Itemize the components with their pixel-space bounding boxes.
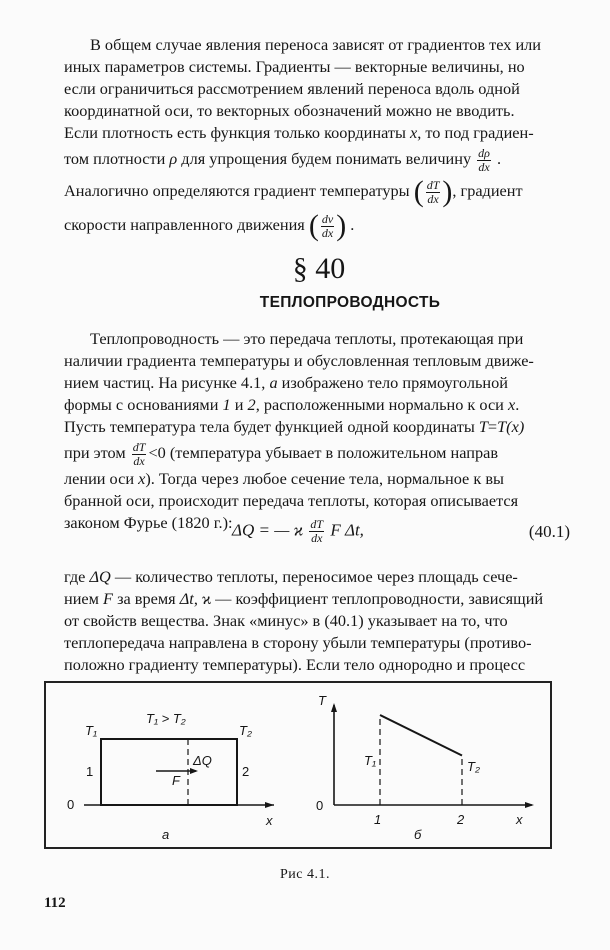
paragraph-definitions	[64, 566, 570, 676]
text-line: формы с основаниями 1 и 2, расположенными нормально к оси x.	[64, 395, 520, 414]
figure-caption: Рис 4.1.	[280, 867, 330, 882]
text-line: В общем случае явления переноса зависят от градиентов тех или	[90, 35, 542, 54]
text-line: иных параметров системы. Градиенты — векторные величины, но	[64, 57, 525, 76]
label-base-2: 2	[242, 764, 250, 779]
text-line: Теплопроводность — это передача теплоты, протекающая при	[90, 329, 524, 348]
fraction-drho-dx: $\frac{d\rho}{dx}$	[478, 145, 490, 174]
text-line: нием частиц. На рисунке 4.1, а изображено тело прямоугольной	[64, 373, 508, 392]
label-axis-x: x	[516, 812, 523, 827]
text-line: положно градиенту температуры). Если тело однородно и процесс	[64, 655, 526, 674]
heat-flow-arrowhead	[190, 768, 198, 774]
fraction-dv-dx: $\frac{dv}{dx}$	[321, 211, 334, 240]
text-line: Аналогично определяются градиент температуры ( $\frac{dT}{dx}$ ), градиент	[64, 175, 523, 209]
temperature-line	[380, 715, 462, 756]
text-line: Если плотность есть функция только координаты x, то под градиен-	[64, 123, 534, 142]
text-line: том плотности ρ для упрощения будем понимать величину $\frac{d\rho}{dx}$ .	[64, 145, 502, 174]
label-origin: 0	[316, 798, 324, 813]
label-T1: T₁	[85, 723, 98, 738]
section-number: § 40	[292, 252, 346, 285]
section-title: ТЕПЛОПРОВОДНОСТЬ	[259, 294, 441, 311]
text-line: от свойств вещества. Знак «минус» в (40.1) указывает на то, что	[64, 611, 508, 630]
page-number: 112	[44, 895, 66, 911]
paragraph-transport	[64, 34, 570, 242]
x-axis-arrow	[265, 802, 274, 808]
fourier-law-formula: ΔQ = — ϰ $\frac{dT}{dx}$ F Δt, (40.1)	[232, 517, 570, 545]
label-axis-T: T	[318, 693, 326, 708]
label-T2: T₂	[239, 723, 252, 738]
text-line: нием F за время Δt, ϰ — коэффициент теплопроводности, зависящий	[64, 589, 544, 608]
label-axis-x: x	[266, 813, 273, 828]
equation-number: (40.1)	[528, 522, 570, 541]
text-line: если ограничиться рассмотрением явлений переноса вдоль одной	[64, 79, 520, 98]
body-rectangle	[101, 739, 237, 805]
text-line: скорости направленного движения ( $\frac{dv}{dx}$ ) .	[64, 209, 355, 243]
text-line: лении оси x). Тогда через любое сечение тела, нормальное к вы	[64, 469, 504, 488]
tick-label-1: 1	[374, 812, 382, 827]
fraction-dT-dx: $\frac{dT}{dx}$	[132, 439, 146, 468]
text-line: где ΔQ — количество теплоты, переносимое через площадь сече-	[64, 567, 518, 586]
tick-label-2: 2	[457, 812, 465, 827]
panel-b	[316, 693, 534, 842]
label-condition: T₁ > T₂	[146, 711, 186, 726]
label-origin: 0	[67, 797, 75, 812]
text-line: бранной оси, происходит передача теплоты, которая описывается	[64, 491, 519, 510]
x-axis-arrow	[525, 802, 534, 808]
panel-label-b: б	[414, 827, 422, 842]
fraction-dT-dx: $\frac{dT}{dx}$	[426, 177, 440, 206]
paragraph-heat-conduction	[64, 328, 570, 534]
text-line: координатной оси, то векторных обозначений можно не вводить.	[64, 101, 515, 120]
label-base-1: 1	[86, 764, 94, 779]
label-F: F	[172, 773, 180, 788]
panel-a	[67, 711, 274, 842]
label-dQ: ΔQ	[193, 753, 212, 768]
y-axis-arrow	[331, 703, 337, 712]
fraction-dT-dx: $\frac{dT}{dx}$	[310, 517, 324, 545]
text-line: при этом $\frac{dT}{dx}$ <0 (температура убывает в положительном направ	[64, 439, 499, 468]
label-T2: T₂	[467, 759, 480, 774]
text-line: теплопередача направлена в сторону убыли температуры (противо-	[64, 633, 532, 652]
text-line: законом Фурье (1820 г.):	[64, 513, 233, 532]
text-line: Пусть температура тела будет функцией одной координаты T=T(x)	[64, 417, 525, 436]
figure-4-1	[44, 681, 552, 849]
label-T1: T₁	[364, 753, 377, 768]
text-line: наличии градиента температуры и обусловленная тепловым движе-	[64, 351, 534, 370]
panel-label-a: а	[162, 827, 170, 842]
